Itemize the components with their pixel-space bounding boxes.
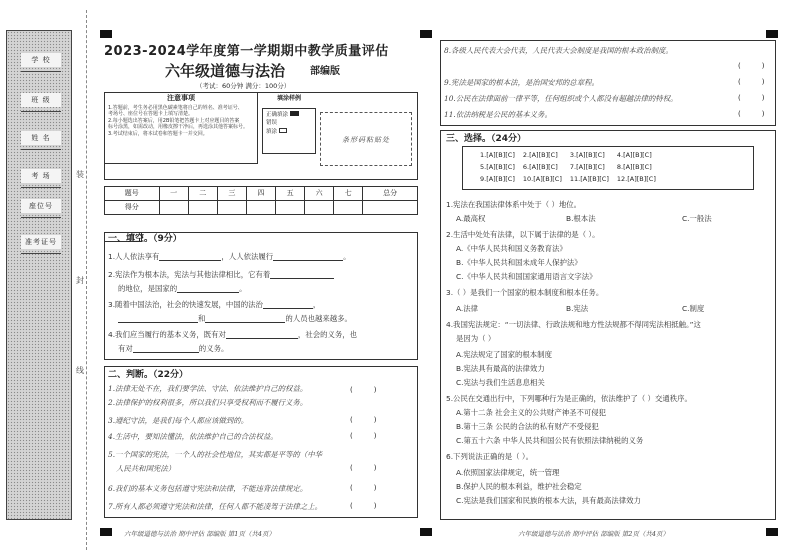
page-1-footer: 六年级道德与法治 期中评估 部编版 第1页（共4页） — [124, 530, 275, 538]
judge-answer-slot[interactable]: ( ) — [350, 416, 377, 424]
choice-option: A.最高权 — [456, 214, 486, 223]
exam-room-field-label: 考 场 — [21, 169, 61, 183]
fill-wrong-sample — [279, 128, 287, 133]
choice-option: C.制度 — [682, 304, 705, 313]
school-field-label: 学 校 — [21, 53, 61, 67]
notice-line: 1.答题前，考生务必用黑色碳素笔将自己的姓名、准考证号、 — [108, 104, 243, 111]
score-cell — [276, 201, 305, 215]
fill-blank[interactable] — [270, 271, 334, 279]
choice-option: B.保护人民的根本利益，维护社会稳定 — [456, 482, 582, 491]
score-cell — [188, 201, 217, 215]
class-field-line — [21, 111, 61, 112]
fill-q1-c: 。 — [343, 252, 351, 261]
choice-option: A.宪法规定了国家的根本制度 — [456, 350, 552, 359]
cut-mark-feng: 封 — [76, 276, 84, 285]
fill-q2-b: 的地位，是国家的 — [118, 284, 178, 293]
fill-correct-sample — [290, 111, 299, 116]
choice-option: C.宪法与我们生活息息相关 — [456, 378, 545, 387]
edition-label: 部编版 — [310, 66, 340, 77]
choice-option: B.宪法具有最高的法律效力 — [456, 364, 545, 373]
fill-q2-c: 。 — [239, 284, 247, 293]
judge-q1: 1.法律无处不在，我们要学法、守法、依法维护自己的权益。 — [108, 384, 308, 393]
score-header: 总分 — [363, 187, 418, 201]
notice-line: 标号涂黑，如需改动，用橡皮擦干净后，再选涂其他答案标号。 — [108, 124, 249, 131]
class-field-label: 班 级 — [21, 93, 61, 107]
answer-bubble[interactable]: 10.[A][B][C] — [522, 174, 562, 183]
fill-q4-d: 的义务。 — [198, 344, 229, 353]
answer-bubble[interactable]: 8.[A][B][C] — [616, 162, 652, 171]
judge-q10: 10.公民在法律面前一律平等，任何组织或个人都没有超越法律的特权。 — [444, 94, 678, 103]
cut-mark-xian: 线 — [76, 366, 84, 375]
cut-line — [86, 10, 87, 550]
score-header: 六 — [305, 187, 334, 201]
choice-option: B.宪法 — [566, 304, 589, 313]
answer-bubble[interactable]: 11.[A][B][C] — [569, 174, 609, 183]
registration-mark-top-right-edge — [766, 30, 778, 38]
barcode-area — [320, 112, 412, 166]
judge-answer-slot[interactable]: ( ) — [738, 110, 765, 118]
fill-blank[interactable] — [205, 315, 285, 323]
score-header: 四 — [246, 187, 275, 201]
choice-q2: 2.生活中处处有法律，以下属于法律的是（ ）。 — [446, 230, 600, 239]
score-header: 三 — [217, 187, 246, 201]
judge-answer-slot[interactable]: ( ) — [350, 464, 377, 472]
answer-bubble[interactable]: 2.[A][B][C] — [522, 150, 558, 159]
judge-q9: 9.宪法是国家的根本法，是治国安邦的总章程。 — [444, 78, 599, 87]
score-cell — [159, 201, 188, 215]
score-cell — [305, 201, 334, 215]
seat-number-field-line — [21, 217, 61, 218]
subject-title: 六年级道德与法治 — [165, 62, 286, 80]
fill-q3-b: ， — [312, 300, 321, 309]
choice-option: B.根本法 — [566, 214, 596, 223]
score-cell — [363, 201, 418, 215]
choice-option: A.依照国家法律规定，统一管理 — [456, 468, 560, 477]
choice-option: A.法律 — [456, 304, 479, 313]
judge-answer-slot[interactable]: ( ) — [738, 78, 765, 86]
exam-title: 2023-2024学年度第一学期期中教学质量评估 — [104, 44, 389, 59]
seat-number-field-label: 座位号 — [21, 199, 61, 213]
fill-sample-box — [262, 95, 316, 154]
admission-number-field-label: 准考证号 — [21, 235, 61, 249]
fill-q4-c: 有对 — [118, 344, 133, 353]
score-cell — [334, 201, 363, 215]
barcode-label: 条形码粘贴处 — [342, 136, 390, 144]
choice-q6: 6.下列说法正确的是（ ）。 — [446, 452, 533, 461]
choice-option: C.《中华人民共和国国家通用语言文字法》 — [456, 272, 597, 281]
judge-answer-slot[interactable]: ( ) — [350, 502, 377, 510]
score-header: 二 — [188, 187, 217, 201]
cut-mark-zhuang: 装 — [76, 170, 84, 179]
school-field-line — [21, 71, 61, 72]
registration-mark-bottom-right-edge — [766, 528, 778, 536]
page-2-footer: 六年级道德与法治 期中评估 部编版 第2页（共4页） — [518, 530, 669, 538]
judge-answer-slot[interactable]: ( ) — [738, 94, 765, 102]
judge-answer-slot[interactable]: ( ) — [350, 386, 377, 394]
fill-q2-a: 2.宪法作为根本法，宪法与其他法律相比，它有着 — [108, 270, 271, 279]
judge-answer-slot[interactable]: ( ) — [350, 484, 377, 492]
fill-wrong-label-2: 填涂 — [266, 129, 278, 136]
fill-q4-b: ，社会的义务，也 — [297, 330, 358, 339]
fill-q3-d: 的人员也越来越多。 — [285, 314, 352, 323]
judge-q8: 8.各级人民代表大会代表，人民代表大会制度是我国的根本政治制度。 — [444, 46, 673, 55]
choice-option: C.一般法 — [682, 214, 712, 223]
fill-q3-a: 3.随着中国法治，社会的快速发展，中国的法治 — [108, 300, 263, 309]
fill-q3-c: 和 — [198, 314, 206, 323]
fill-blank[interactable] — [226, 331, 298, 339]
score-header: 七 — [334, 187, 363, 201]
registration-mark-top-right — [420, 30, 432, 38]
answer-bubble[interactable]: 3.[A][B][C] — [569, 150, 605, 159]
score-header: 一 — [159, 187, 188, 201]
answer-bubble[interactable]: 4.[A][B][C] — [616, 150, 652, 159]
choice-option: B.《中华人民共和国未成年人保护法》 — [456, 258, 582, 267]
notice-line: 2.每小题选出答案后，用2B铅笔把答题卡上对应题目的答案 — [108, 117, 240, 124]
registration-mark-top-left — [100, 30, 112, 38]
judge-answer-slot[interactable]: ( ) — [350, 432, 377, 440]
name-field-label: 姓 名 — [21, 131, 61, 145]
score-header: 题号 — [105, 187, 160, 201]
registration-mark-bottom-right — [420, 528, 432, 536]
fill-q1-b: ，人人依法履行 — [221, 252, 274, 261]
binding-sidebar — [6, 30, 72, 520]
choice-option: C.第五十六条 中华人民共和国公民有依照法律纳税的义务 — [456, 436, 644, 445]
notice-box — [104, 92, 258, 164]
judge-q5-cont: 人民共和国宪法） — [116, 464, 176, 473]
fill-blank[interactable] — [263, 301, 313, 309]
answer-bubble[interactable]: 12.[A][B][C] — [616, 174, 656, 183]
answer-bubble[interactable]: 7.[A][B][C] — [569, 162, 605, 171]
fill-blank[interactable] — [159, 253, 221, 261]
answer-grid — [476, 149, 660, 185]
choice-option: C.宪法是我们国家和民族的根本大法，具有最高法律效力 — [456, 496, 641, 505]
score-header: 五 — [276, 187, 305, 201]
choice-q1: 1.宪法在我国法律体系中处于（ ）地位。 — [446, 200, 582, 209]
notice-line: 考场号、座位号在答题卡上填写清楚。 — [108, 111, 194, 118]
choice-option: A.第十二条 社会主义的公共财产神圣不可侵犯 — [456, 408, 607, 417]
judge-q7: 7.所有人都必须遵守宪法和法律，任何人都不能凌驾于法律之上。 — [108, 502, 322, 511]
judge-q2: 2.法律保护的权利很多，所以我们只享受权利而不履行义务。 — [108, 398, 308, 407]
section-3-title: 三、选择。（24分） — [446, 134, 527, 144]
choice-q4-cont: 是因为（ ） — [456, 334, 496, 343]
fill-blank[interactable] — [133, 345, 199, 353]
score-cell — [217, 201, 246, 215]
admission-number-field-line — [21, 253, 61, 254]
choice-option: A.《中华人民共和国义务教育法》 — [456, 244, 567, 253]
exam-meta: （考试：60分钟 满分：100分） — [196, 82, 291, 90]
fill-sample-title: 填涂样例 — [276, 95, 301, 102]
score-cell — [246, 201, 275, 215]
notice-line: 3.考试结束后，将本试卷和答题卡一并交回。 — [108, 130, 208, 137]
answer-bubble[interactable]: 9.[A][B][C] — [480, 174, 515, 183]
judge-answer-slot[interactable]: ( ) — [738, 62, 765, 70]
exam-room-field-line — [21, 187, 61, 188]
fill-blank[interactable] — [177, 285, 239, 293]
registration-mark-bottom-left — [100, 528, 112, 536]
fill-blank[interactable] — [273, 253, 343, 261]
section-1-title: 一、填空。（9分） — [108, 234, 182, 244]
answer-bubble[interactable]: 5.[A][B][C] — [480, 162, 515, 171]
score-table — [104, 186, 418, 215]
fill-wrong-label: 错误 — [266, 120, 278, 127]
judge-q3: 3.遵纪守法，是我们每个人都应该做到的。 — [108, 416, 249, 425]
name-field-line — [21, 149, 61, 150]
choice-q5: 5.公民在交通出行中，下列哪种行为是正确的，依法维护了（ ）交通秩序。 — [446, 394, 692, 403]
section-2-title: 二、判断。（22分） — [108, 370, 189, 380]
score-label: 得分 — [105, 201, 160, 215]
fill-blank[interactable] — [118, 315, 198, 323]
judge-q4: 4.生活中，要知法懂法，依法维护自己的合法权益。 — [108, 432, 278, 441]
choice-q4: 4.我国宪法规定：“一切法律、行政法规和地方性法规都不得同宪法相抵触。”这 — [446, 320, 701, 329]
notice-title: 注意事项 — [167, 94, 195, 102]
fill-q4-a: 4.我们应当履行的基本义务，既有对 — [108, 330, 226, 339]
answer-bubble[interactable]: 6.[A][B][C] — [522, 162, 558, 171]
choice-option: B.第十三条 公民的合法的私有财产不受侵犯 — [456, 422, 599, 431]
answer-bubble[interactable]: 1.[A][B][C] — [480, 150, 515, 159]
fill-correct-label: 正确填涂 — [266, 111, 289, 118]
fill-q1-a: 1.人人依法享有 — [108, 252, 160, 261]
judge-q5: 5.一个国家的宪法，一个人的社会性地位，其实都是平等的（中华 — [108, 450, 322, 459]
choice-q3: 3.（ ）是我们一个国家的根本制度和根本任务。 — [446, 288, 604, 297]
judge-q6: 6.我们的基本义务包括遵守宪法和法律，不能违背法律规定。 — [108, 484, 308, 493]
judge-q11: 11.依法纳税是公民的基本义务。 — [444, 110, 552, 119]
